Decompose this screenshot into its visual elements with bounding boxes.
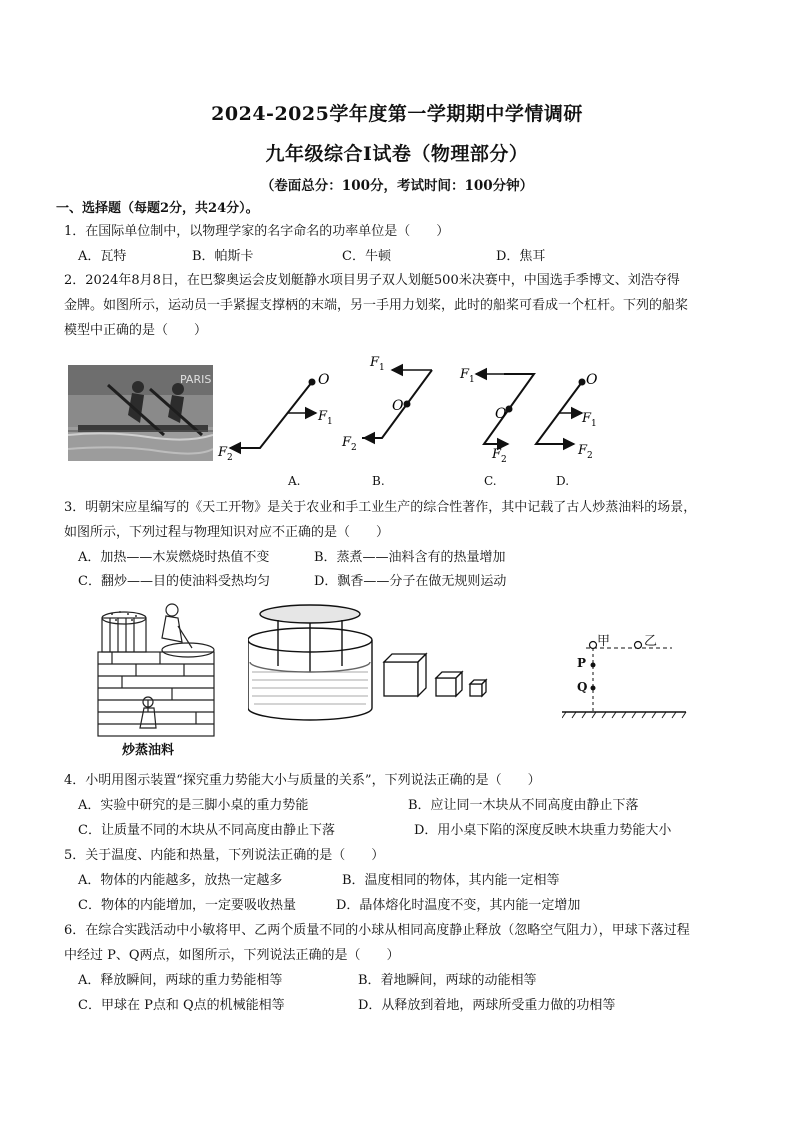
q3-option-a: A．加热——木炭燃烧时热值不变 [78,550,270,565]
svg-text:F: F [460,367,470,382]
falling-balls-diagram [562,628,690,720]
q1-option-a: A．瓦特 [78,249,127,264]
q6-option-d: D．从释放到着地，两球所受重力做的功相等 [358,998,616,1013]
svg-text:F: F [370,355,380,370]
question-5-stem: 5．关于温度、内能和热量，下列说法正确的是（ ） [64,848,385,863]
svg-text:1: 1 [327,417,333,427]
q5-option-c: C．物体的内能增加，一定要吸收热量 [78,898,296,913]
ball-label-yi: 乙 [644,634,658,649]
lever-diagrams [214,352,614,472]
svg-text:2: 2 [587,451,593,461]
exam-title: 2024-2025学年度第一学期期中学情调研 [211,103,583,125]
q3-option-c: C．翻炒——目的使油料受热均匀 [78,574,270,589]
svg-text:F: F [578,443,588,458]
svg-text:2: 2 [501,455,507,465]
lever-model-c [459,367,534,465]
svg-text:F: F [218,445,228,460]
exam-subtitle: 九年级综合Ⅰ试卷（物理部分） [265,143,529,165]
photo-watermark: PARIS [180,373,212,386]
q4-option-a: A．实验中研究的是三脚小桌的重力势能 [78,798,309,813]
svg-text:O: O [318,372,330,388]
figure-caption-oil: 炒蒸油料 [122,743,175,758]
question-3-stem-line-2: 如图所示，下列过程与物理知识对应不正确的是（ ） [64,525,390,540]
q3-option-b: B．蒸煮——油料含有的热量增加 [314,550,506,565]
svg-text:F: F [582,411,592,426]
svg-text:2: 2 [227,453,233,463]
svg-text:1: 1 [591,419,597,429]
figure-label-b: B. [372,474,385,488]
q1-option-c: C．牛顿 [342,249,391,264]
point-label-q: Q [577,680,588,694]
question-1-stem: 1．在国际单位制中，以物理学家的名字命名的功率单位是（ ） [64,224,450,239]
q6-option-c: C．甲球在 P点和 Q点的机械能相等 [78,998,285,1013]
figure-label-a: A. [288,474,301,488]
lever-model-b [341,355,432,453]
question-6-stem-line-1: 6．在综合实践活动中小敏将甲、乙两个质量不同的小球从相同高度静止释放（忽略空气阻力），甲球下落过程 [64,923,690,938]
q1-option-b: B．帕斯卡 [192,249,254,264]
lever-model-d [536,372,598,461]
question-3-stem-line-1: 3．明朝宋应星编写的《天工开物》是关于农业和手工业生产的综合性著作，其中记载了古人炒蒸油料的场景， [64,500,697,515]
svg-text:2: 2 [351,443,357,453]
q4-option-c: C．让质量不同的木块从不同高度由静止下落 [78,823,335,838]
q1-option-d: D．焦耳 [496,249,546,264]
q4-option-b: B．应让同一木块从不同高度由静止下落 [408,798,639,813]
question-2-stem-line-2: 金牌。如图所示，运动员一手紧握支撑柄的末端，另一手用力划桨，此时的船桨可看成一个杠杆。下列的船桨 [64,298,689,313]
figure-label-d: D. [556,474,570,488]
question-4-stem: 4．小明用图示装置“探究重力势能大小与质量的关系”，下列说法正确的是（ ） [64,773,541,788]
svg-text:O: O [586,372,598,388]
svg-text:F: F [318,409,328,424]
question-2-stem-line-1: 2．2024年8月8日，在巴黎奥运会皮划艇静水项目男子双人划艇500米决赛中，中国选手季博文、刘浩夺得 [64,273,680,288]
q5-option-d: D．晶体熔化时温度不变，其内能一定增加 [336,898,581,913]
svg-text:O: O [392,398,404,414]
lever-model-a [217,372,333,463]
svg-text:F: F [492,447,502,462]
q4-option-d: D．用小桌下陷的深度反映木块重力势能大小 [414,823,672,838]
q3-option-d: D．飘香——分子在做无规则运动 [314,574,507,589]
figure-label-c: C. [484,474,497,488]
svg-text:1: 1 [379,363,385,373]
potential-energy-apparatus [248,600,492,724]
svg-text:O: O [495,406,507,422]
rowing-photo [68,365,213,461]
ball-label-jia: 甲 [597,634,611,649]
q6-option-a: A．释放瞬间，两球的重力势能相等 [78,973,283,988]
exam-info: （卷面总分：100分，考试时间：100分钟） [260,178,534,194]
section-heading: 一、选择题（每题2分，共24分）。 [56,201,259,216]
q5-option-b: B．温度相同的物体，其内能一定相等 [342,873,560,888]
q5-option-a: A．物体的内能越多，放热一定越多 [78,873,283,888]
svg-text:F: F [342,435,352,450]
point-label-p: P [577,656,587,670]
question-6-stem-line-2: 中经过 P、Q两点，如图所示，下列说法正确的是（ ） [64,948,400,963]
oil-steaming-illustration [92,602,220,738]
q6-option-b: B．着地瞬间，两球的动能相等 [358,973,537,988]
svg-text:1: 1 [469,375,475,385]
question-2-stem-line-3: 模型中正确的是（ ） [64,323,208,338]
